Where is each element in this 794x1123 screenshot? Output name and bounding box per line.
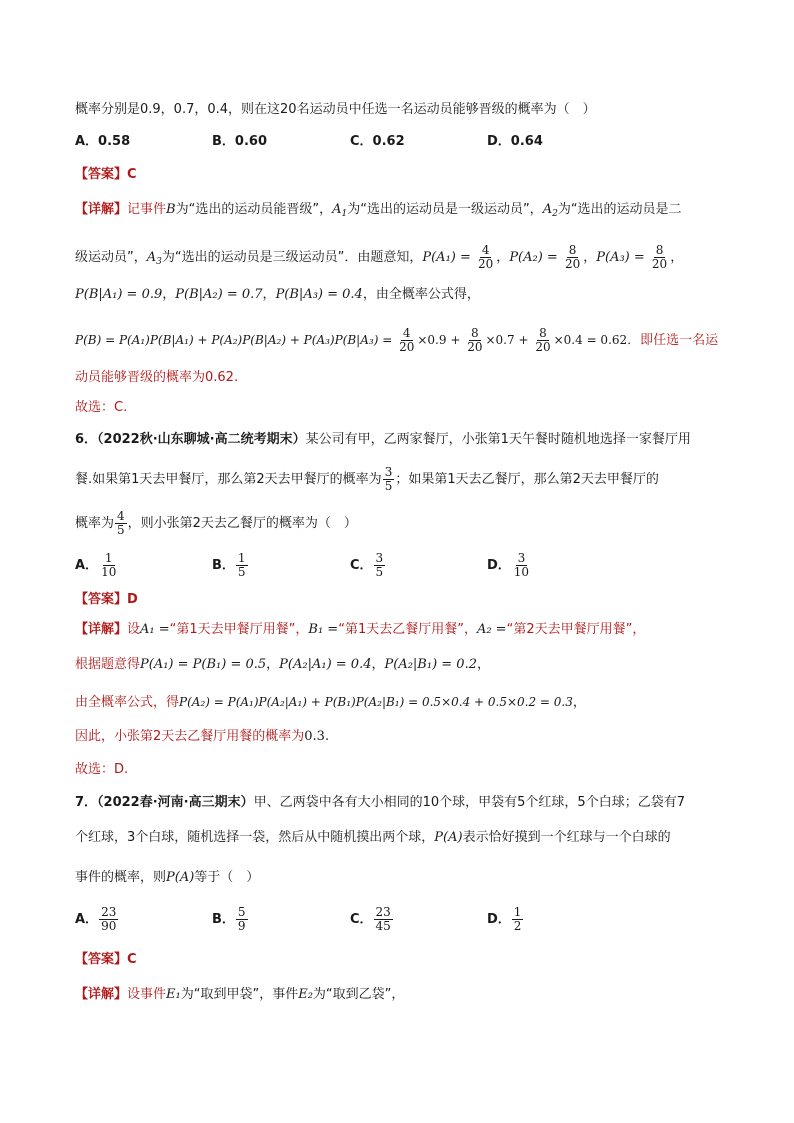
- q6-option-d: D． $\frac{3}{10}$: [487, 551, 530, 579]
- q5-option-b: B．0.60: [212, 134, 267, 149]
- q7-stem-line-2: 个红球，3个白球，随机选择一袋，然后从中随机摸出两个球，P(A)表示恰好摸到一个红球与一个白球的: [75, 830, 671, 845]
- q5-stem-line: 概率分别是0.9，0.7，0.4，则在这20名运动员中任选一名运动员能够晋级的概率为（ ）: [75, 102, 596, 117]
- fraction: $\frac{3}{5}$: [384, 465, 393, 493]
- q6-detail-line-4: 因此，小张第2天去乙餐厅用餐的概率为0.3.: [75, 729, 330, 744]
- q6-detail-line-2: 根据题意得P(A₁) = P(B₁) = 0.5，P(A₂|A₁) = 0.4，P(A₂|B₁) = 0.2，: [75, 657, 490, 672]
- q7-stem-line-3: 事件的概率，则P(A)等于（ ）: [75, 870, 260, 885]
- q7-option-c: C． $\frac{23}{45}$: [350, 905, 391, 933]
- q6-detail-line-3: 由全概率公式，得P(A₂) = P(A₁)P(A₂|A₁) + P(B₁)P(A₂|B₁) = 0.5×0.4 + 0.5×0.2 = 0.3，: [75, 695, 586, 710]
- q6-stem-line-2: 餐.如果第1天去甲餐厅，那么第2天去甲餐厅的概率为 $\frac{3}{5}$ ；如果第1天去乙餐厅，那么第2天去甲餐厅的: [75, 465, 659, 493]
- q7-option-d: D． $\frac{1}{2}$: [487, 905, 522, 933]
- q7-detail-line-1: 【详解】设事件E₁为“取到甲袋”，事件E₂为“取到乙袋”，: [75, 987, 405, 1002]
- q7-answer: 【答案】C: [75, 952, 137, 967]
- q6-option-c: C． $\frac{3}{5}$: [350, 551, 384, 579]
- q5-total-probability: P(B) = P(A₁)P(B|A₁) + P(A₂)P(B|A₂) + P(A₃)P(B|A₃) = $\frac{4}{20}$ ×0.9 + $\frac{8}{20}$ ×0.7 + $\frac{8}{20}$ ×0.4 = 0.62．即任选一名运: [75, 326, 719, 354]
- fraction: $\frac{4}{5}$: [117, 509, 125, 537]
- q5-option-d: D．0.64: [487, 134, 543, 149]
- q5-conclusion: 动员能够晋级的概率为0.62.: [75, 370, 239, 385]
- q6-option-a: A． $\frac{1}{10}$: [75, 551, 117, 579]
- q5-detail-line-3: P(B|A₁) = 0.9，P(B|A₂) = 0.7，P(B|A₃) = 0.4，由全概率公式得，: [75, 287, 480, 302]
- q6-stem-line-3: 概率为 $\frac{4}{5}$ ，则小张第2天去乙餐厅的概率为（ ）: [75, 509, 357, 537]
- q5-detail-line-1: 【详解】记事件B为“选出的运动员能晋级”，$A_1$为“选出的运动员是一级运动员”，$A_2$为“选出的运动员是二: [75, 202, 682, 219]
- q5-option-a: A．0.58: [75, 134, 131, 149]
- q6-option-b: B． $\frac{1}{5}$: [212, 551, 246, 579]
- fraction: $\frac{8}{20}$: [535, 326, 551, 354]
- q6-choose: 故选：D.: [75, 762, 129, 777]
- q5-choose: 故选：C.: [75, 400, 128, 415]
- q5-answer: 【答案】C: [75, 167, 137, 182]
- q6-detail-line-1: 【详解】设A₁ =“第1天去甲餐厅用餐”，B₁ =“第1天去乙餐厅用餐”，A₂ =“第2天去甲餐厅用餐”，: [75, 622, 646, 637]
- q7-stem-line-1: 7．（2022春·河南·高三期末）甲、乙两袋中各有大小相同的10个球，甲袋有5个红球，5个白球；乙袋有7: [75, 795, 685, 810]
- q7-option-a: A． $\frac{23}{90}$: [75, 905, 117, 933]
- q6-stem-line-1: 6．（2022秋·山东聊城·高二统考期末）某公司有甲，乙两家餐厅，小张第1天午餐时随机地选择一家餐厅用: [75, 432, 691, 447]
- fraction: $\frac{4}{20}$: [478, 243, 494, 271]
- fraction: $\frac{8}{20}$: [651, 243, 668, 271]
- fraction: $\frac{4}{20}$: [399, 326, 415, 354]
- q5-option-c: C．0.62: [350, 134, 405, 149]
- q5-detail-line-2: 级运动员”，$A_3$为“选出的运动员是三级运动员”．由题意知，P(A₁) = $\frac{4}{20}$ ，P(A₂) = $\frac{8}{20}$ ，P(A₃) = $\frac{8}{20}$ ，: [75, 243, 684, 271]
- q7-option-b: B． $\frac{5}{9}$: [212, 905, 246, 933]
- q6-answer: 【答案】D: [75, 592, 138, 607]
- fraction: $\frac{8}{20}$: [564, 243, 581, 271]
- fraction: $\frac{8}{20}$: [467, 326, 483, 354]
